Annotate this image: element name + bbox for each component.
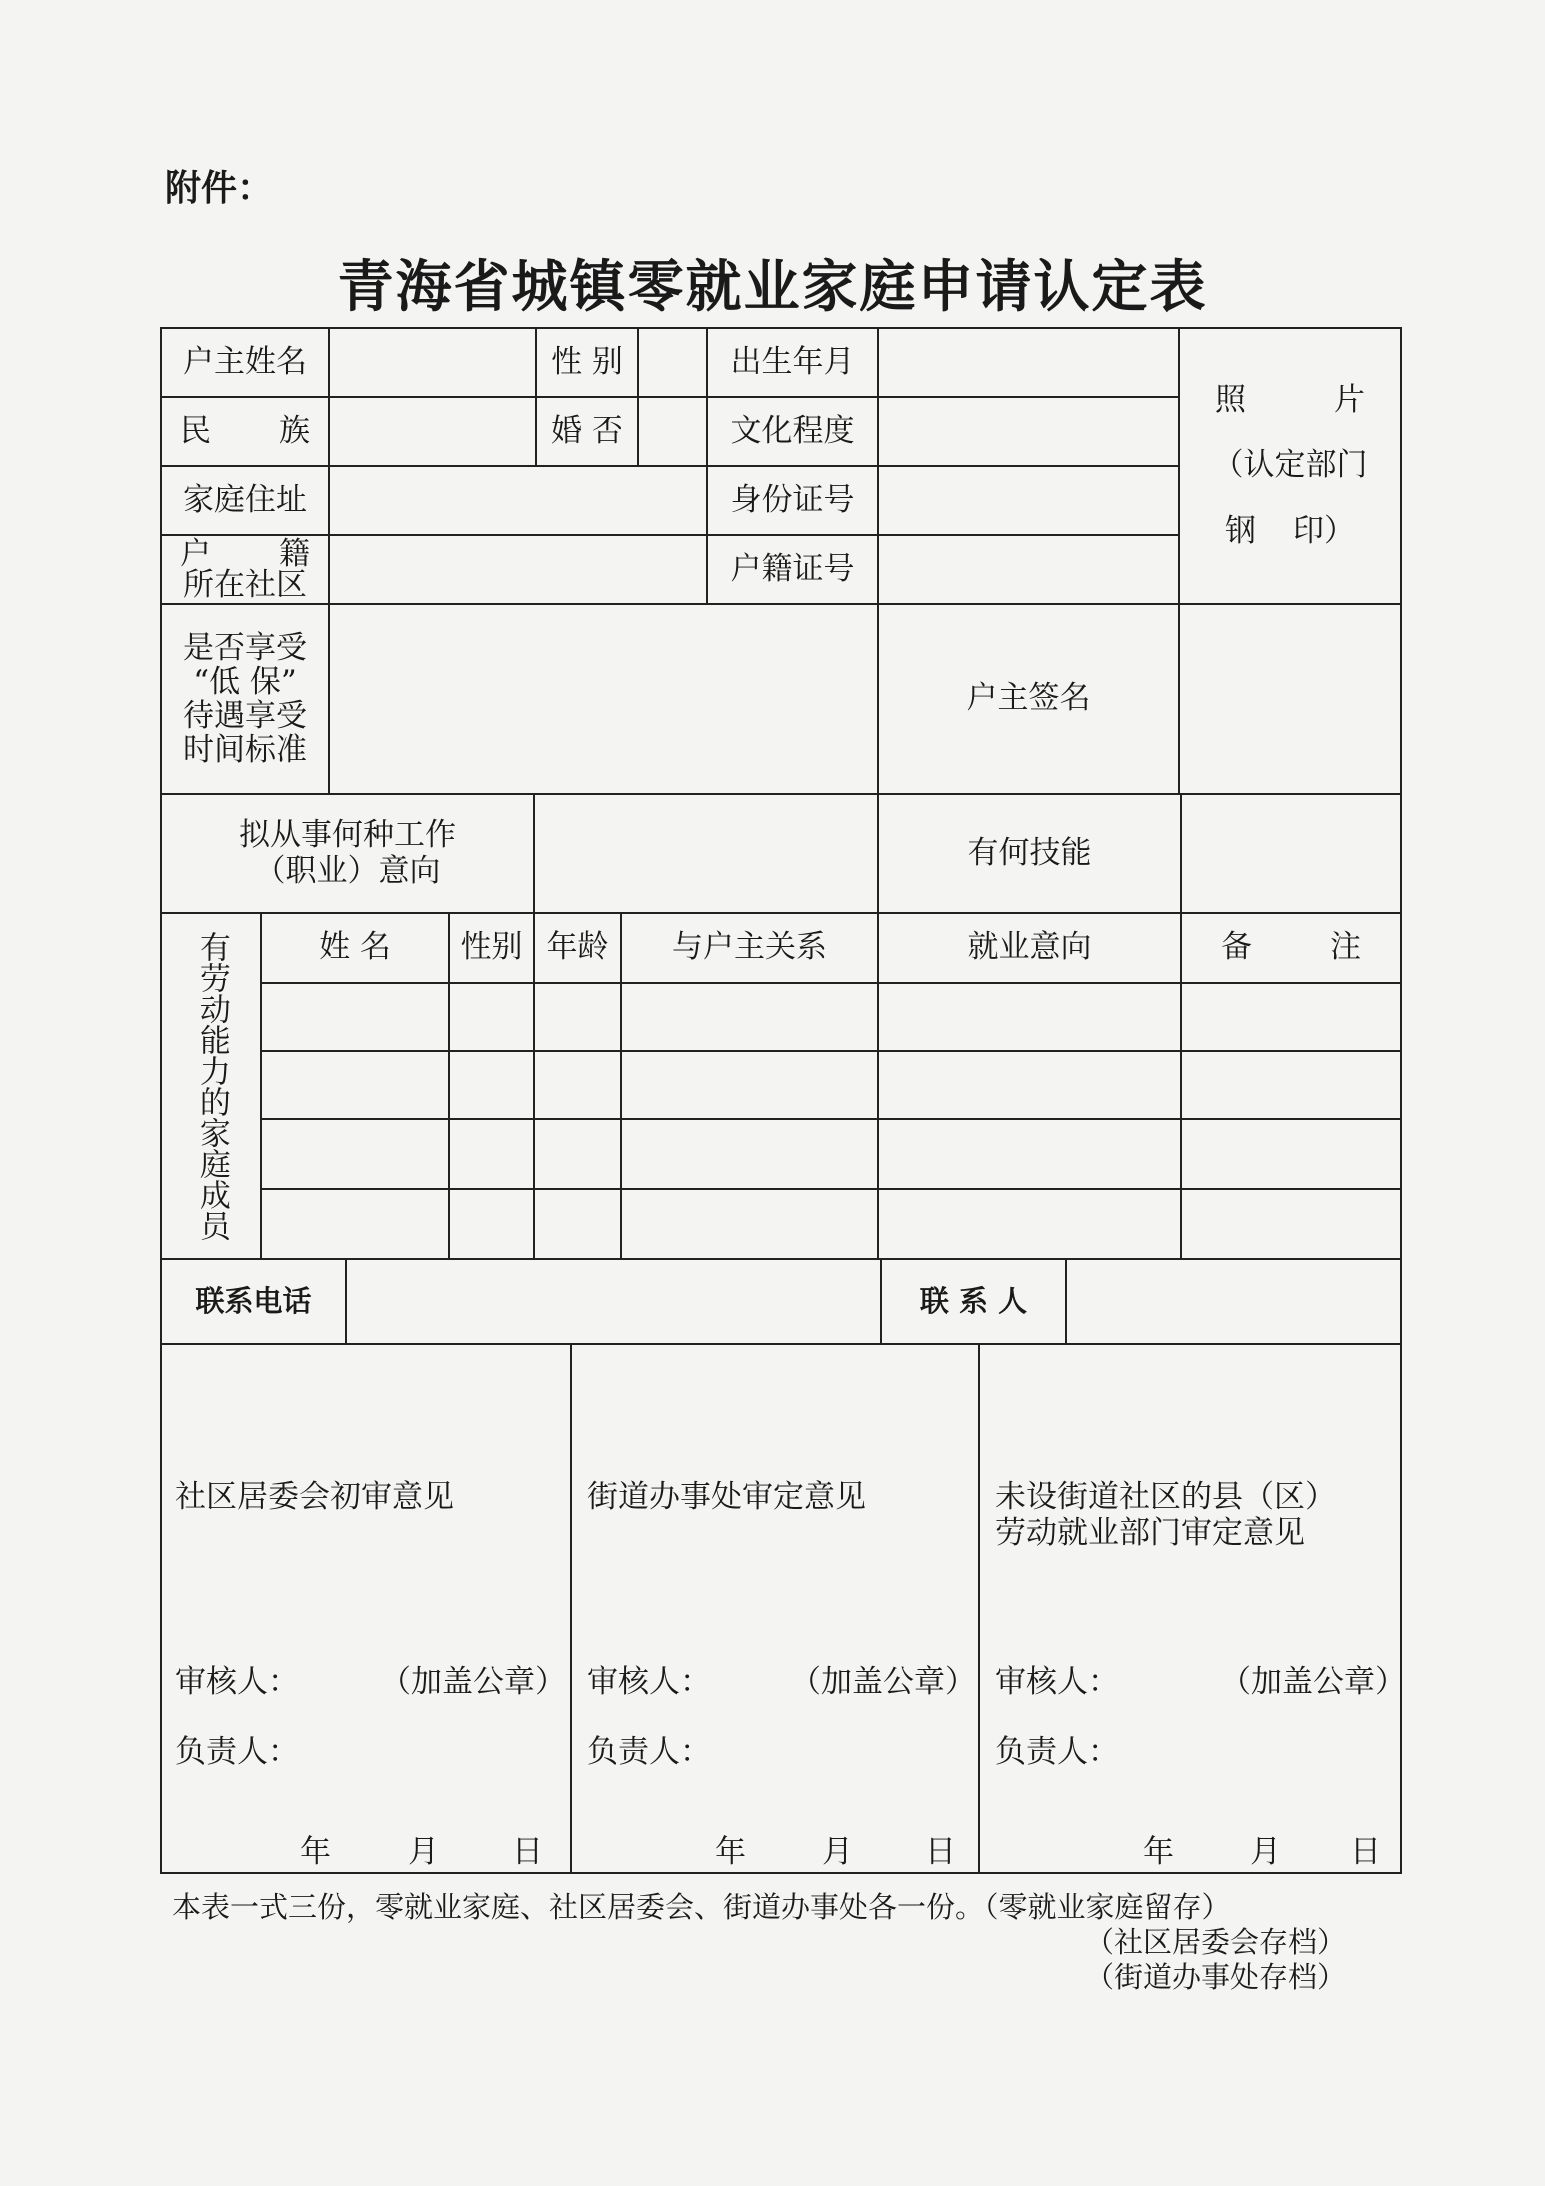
month-label: 月 <box>822 1834 853 1870</box>
signature-field[interactable] <box>1180 605 1400 793</box>
ethnicity-field[interactable] <box>330 398 535 465</box>
seal-label: （加盖公章） <box>1220 1664 1406 1700</box>
month-label: 月 <box>1250 1834 1281 1870</box>
seal-label: （加盖公章） <box>790 1664 976 1700</box>
birth-date-label: 出生年月 <box>730 343 855 380</box>
photo-seal-b: 印） <box>1293 512 1355 549</box>
attachment-label: 附件： <box>165 168 274 209</box>
hukou-community-label: 户 籍 所在社区 <box>180 535 310 603</box>
householder-name-label: 户主姓名 <box>183 343 307 380</box>
responsible-label: 负责人： <box>175 1734 299 1770</box>
footnote-line1: 本表一式三份，零就业家庭、社区居委会、街道办事处各一份。（零就业家庭留存） <box>172 1890 1231 1924</box>
intended-job-field[interactable] <box>535 795 877 912</box>
signature-label: 户主签名 <box>966 680 1091 717</box>
education-label: 文化程度 <box>730 412 855 449</box>
member-row[interactable] <box>262 1190 1400 1258</box>
responsible-label: 负责人： <box>995 1734 1119 1770</box>
contact-person-label: 联 系 人 <box>919 1283 1028 1318</box>
photo-note: （认定部门 <box>1212 447 1368 484</box>
intended-job-label: 拟从事何种工作 （职业）意向 <box>239 816 456 889</box>
responsible-label: 负责人： <box>587 1734 711 1770</box>
approval-title-line2: 劳动就业部门审定意见 <box>995 1515 1305 1551</box>
gender-field[interactable] <box>639 329 706 396</box>
footnote-line2: （社区居委会存档） <box>1085 1925 1347 1959</box>
hukou-community-field[interactable] <box>330 536 706 603</box>
seal-label: （加盖公章） <box>380 1664 566 1700</box>
year-label: 年 <box>1143 1834 1174 1870</box>
photo-area[interactable] <box>1180 329 1400 603</box>
day-label: 日 <box>925 1834 956 1870</box>
approval-title: 街道办事处审定意见 <box>587 1479 866 1515</box>
photo-label-b: 片 <box>1334 381 1365 418</box>
hukou-number-label: 户籍证号 <box>730 550 855 587</box>
photo-seal-a: 钢 <box>1225 512 1256 549</box>
address-label: 家庭住址 <box>183 481 307 518</box>
month-label: 月 <box>408 1834 439 1870</box>
education-field[interactable] <box>879 398 1178 465</box>
col-age: 年龄 <box>546 929 609 966</box>
page-title: 青海省城镇零就业家庭申请认定表 <box>337 255 1208 320</box>
householder-name-field[interactable] <box>330 329 535 396</box>
members-side-label: 有劳动能力的家庭成员 <box>193 931 230 1241</box>
year-label: 年 <box>715 1834 746 1870</box>
contact-person-field[interactable] <box>1067 1260 1400 1343</box>
approval-title: 社区居委会初审意见 <box>175 1479 454 1515</box>
reviewer-label: 审核人： <box>995 1664 1119 1700</box>
col-employment: 就业意向 <box>967 929 1092 966</box>
approval-title-line1: 未设街道社区的县（区） <box>995 1479 1336 1515</box>
phone-label: 联系电话 <box>195 1283 312 1318</box>
dibao-field[interactable] <box>330 605 877 793</box>
id-number-field[interactable] <box>879 467 1178 534</box>
col-remark: 备 注 <box>1221 929 1361 966</box>
dibao-label: 是否享受 “低 保” 待遇享受 时间标准 <box>183 629 307 769</box>
phone-field[interactable] <box>347 1260 880 1343</box>
reviewer-label: 审核人： <box>587 1664 711 1700</box>
footnote-line3: （街道办事处存档） <box>1085 1960 1347 1994</box>
hukou-number-field[interactable] <box>879 536 1178 603</box>
ethnicity-label: 民 族 <box>180 412 310 449</box>
day-label: 日 <box>1350 1834 1381 1870</box>
marital-label: 婚 否 <box>551 412 623 449</box>
col-relation: 与户主关系 <box>672 929 827 966</box>
gender-label: 性 别 <box>551 343 623 380</box>
col-gender: 性别 <box>460 929 523 966</box>
day-label: 日 <box>512 1834 543 1870</box>
photo-label-a: 照 <box>1215 381 1246 418</box>
skills-label: 有何技能 <box>967 834 1092 871</box>
marital-field[interactable] <box>639 398 706 465</box>
address-field[interactable] <box>330 467 706 534</box>
member-row[interactable] <box>262 1120 1400 1188</box>
member-row[interactable] <box>262 984 1400 1050</box>
id-number-label: 身份证号 <box>730 481 855 518</box>
col-name: 姓 名 <box>319 929 391 966</box>
reviewer-label: 审核人： <box>175 1664 299 1700</box>
birth-date-field[interactable] <box>879 329 1178 396</box>
year-label: 年 <box>300 1834 331 1870</box>
member-row[interactable] <box>262 1052 1400 1118</box>
skills-field[interactable] <box>1182 795 1400 912</box>
